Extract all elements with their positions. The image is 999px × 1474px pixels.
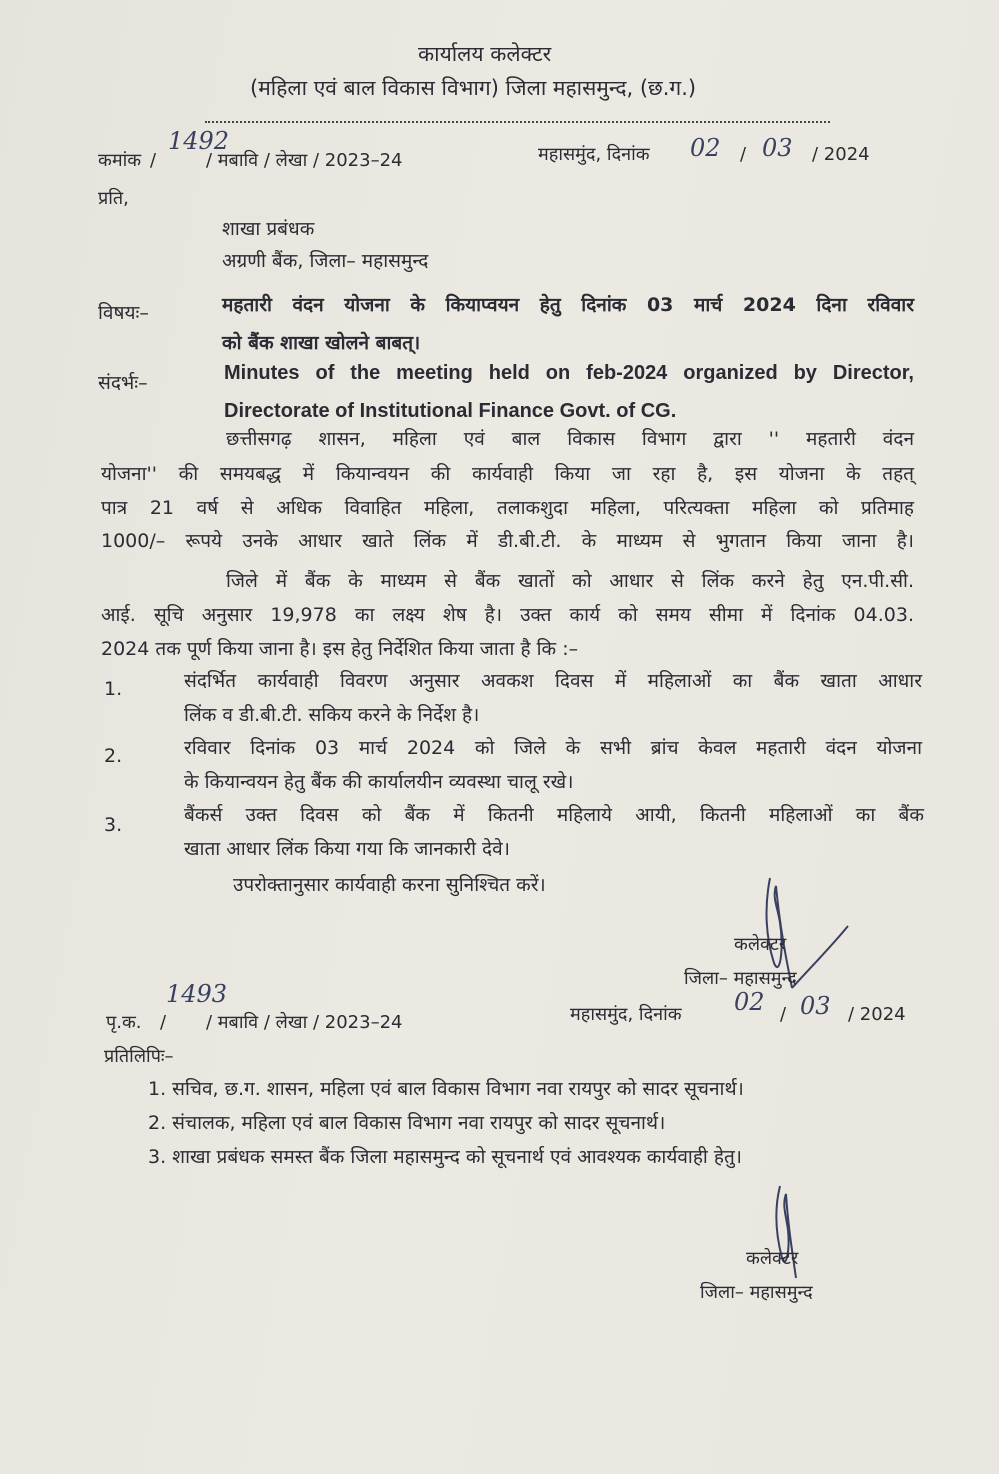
point-1-number: 1. bbox=[104, 678, 123, 700]
copy-recipient-1: 1. सचिव, छ.ग. शासन, महिला एवं बाल विकास विभाग नवा रायपुर को सादर सूचनार्थ। bbox=[148, 1078, 744, 1100]
date-day-handwritten: 02 bbox=[690, 134, 721, 162]
copy-date-month-handwritten: 03 bbox=[800, 992, 831, 1020]
point-2-number: 2. bbox=[104, 745, 123, 767]
closing-line: उपरोक्तानुसार कार्यवाही करना सुनिश्चित करें। bbox=[233, 874, 546, 896]
subject-label: विषयः– bbox=[98, 302, 149, 324]
para1-line-4: 1000/– रूपये उनके आधार खाते लिंक में डी.बी.टी. के माध्यम से भुगतान किया जाना है। bbox=[101, 530, 914, 552]
signature-mark-2 bbox=[748, 1180, 828, 1290]
reference-label: संदर्भः– bbox=[98, 372, 148, 394]
office-title: कार्यालय कलेक्टर bbox=[418, 42, 552, 66]
para1-line-2: योजना'' की समयबद्ध में कियान्वयन की कार्यवाही किया जा रहा है, इस योजना के तहत् bbox=[101, 463, 914, 485]
copy-label: प्रतिलिपिः– bbox=[104, 1046, 174, 1067]
reference-line-2: Directorate of Institutional Finance Govt. of CG. bbox=[224, 400, 677, 422]
para1-line-3: पात्र 21 वर्ष से अधिक विवाहित महिला, तलाकशुदा महिला, परित्यक्ता महिला को प्रतिमाह bbox=[101, 497, 914, 519]
para2-line-1: जिले में बैंक के माध्यम से बैंक खातों को आधार से लिंक करने हेतु एन.पी.सी. bbox=[226, 570, 914, 592]
to-label: प्रति, bbox=[98, 188, 129, 209]
copy-recipient-2: 2. संचालक, महिला एवं बाल विकास विभाग नवा रायपुर को सादर सूचनार्थ। bbox=[148, 1112, 666, 1134]
copy-ref-number-handwritten: 1493 bbox=[166, 980, 228, 1008]
point-2-line-2: के कियान्वयन हेतु बैंक की कार्यालयीन व्यवस्था चालू रखे। bbox=[184, 771, 574, 793]
point-3-line-1: बैंकर्स उक्त दिवस को बैंक में कितनी महिलाये आयी, कितनी महिलाओं का बैंक bbox=[184, 804, 924, 826]
point-1-line-2: लिंक व डी.बी.टी. सकिय करने के निर्देश है। bbox=[184, 704, 480, 726]
copy-date-sep: / bbox=[780, 1004, 787, 1025]
signature-2-title: कलेक्टर bbox=[746, 1248, 799, 1269]
ref-slash: / bbox=[150, 150, 157, 171]
point-3-number: 3. bbox=[104, 814, 123, 836]
copy-ref-slash: / bbox=[160, 1012, 167, 1033]
copy-ref-prefix: पृ.क. bbox=[106, 1012, 142, 1033]
copy-place-date-label: महासमुंद, दिनांक bbox=[570, 1004, 682, 1025]
para2-line-3: 2024 तक पूर्ण किया जाना है। इस हेतु निर्देशित किया जाता है कि :– bbox=[101, 638, 579, 660]
date-sep: / bbox=[740, 144, 747, 165]
department-title: (महिला एवं बाल विकास विभाग) जिला महासमुन्द, (छ.ग.) bbox=[250, 76, 697, 100]
reference-line-1: Minutes of the meeting held on feb-2024 organized by Director, bbox=[224, 362, 914, 384]
place-date-label: महासमुंद, दिनांक bbox=[538, 144, 650, 165]
ref-prefix: कमांक bbox=[98, 150, 142, 171]
signature-2-district: जिला– महासमुन्द bbox=[700, 1282, 813, 1303]
ref-suffix: / मबावि / लेखा / 2023–24 bbox=[206, 150, 403, 171]
para2-line-2: आई. सूचि अनुसार 19,978 का लक्ष्य शेष है। उक्त कार्य को समय सीमा में दिनांक 04.03. bbox=[101, 604, 914, 626]
signature-1-title: कलेक्टर bbox=[734, 934, 787, 955]
ref-number-handwritten: 1492 bbox=[168, 127, 230, 155]
to-line-1: शाखा प्रबंधक bbox=[222, 218, 315, 240]
point-1-line-1: संदर्भित कार्यवाही विवरण अनुसार अवकश दिवस में महिलाओं का बैंक खाता आधार bbox=[184, 670, 922, 692]
copy-date-day-handwritten: 02 bbox=[734, 988, 765, 1016]
subject-line-2: को बैंक शाखा खोलने बाबत्। bbox=[222, 332, 421, 354]
point-2-line-1: रविवार दिनांक 03 मार्च 2024 को जिले के सभी ब्रांच केवल महतारी वंदन योजना bbox=[184, 737, 922, 759]
copy-date-year: / 2024 bbox=[848, 1004, 906, 1025]
copy-recipient-3: 3. शाखा प्रबंधक समस्त बैंक जिला महासमुन्द को सूचनार्थ एवं आवश्यक कार्यवाही हेतु। bbox=[148, 1146, 742, 1168]
point-3-line-2: खाता आधार लिंक किया गया कि जानकारी देवे। bbox=[184, 838, 510, 860]
subject-line-1: महतारी वंदन योजना के कियाप्वयन हेतु दिनांक 03 मार्च 2024 दिना रविवार bbox=[222, 294, 914, 316]
header-divider bbox=[205, 121, 830, 123]
copy-ref-suffix: / मबावि / लेखा / 2023–24 bbox=[206, 1012, 403, 1033]
to-line-2: अग्रणी बैंक, जिला– महासमुन्द bbox=[222, 250, 429, 272]
date-year: / 2024 bbox=[812, 144, 870, 165]
signature-1-district: जिला– महासमुन्द bbox=[684, 968, 797, 989]
date-month-handwritten: 03 bbox=[762, 134, 793, 162]
para1-line-1: छत्तीसगढ़ शासन, महिला एवं बाल विकास विभाग द्वारा '' महतारी वंदन bbox=[226, 428, 914, 450]
